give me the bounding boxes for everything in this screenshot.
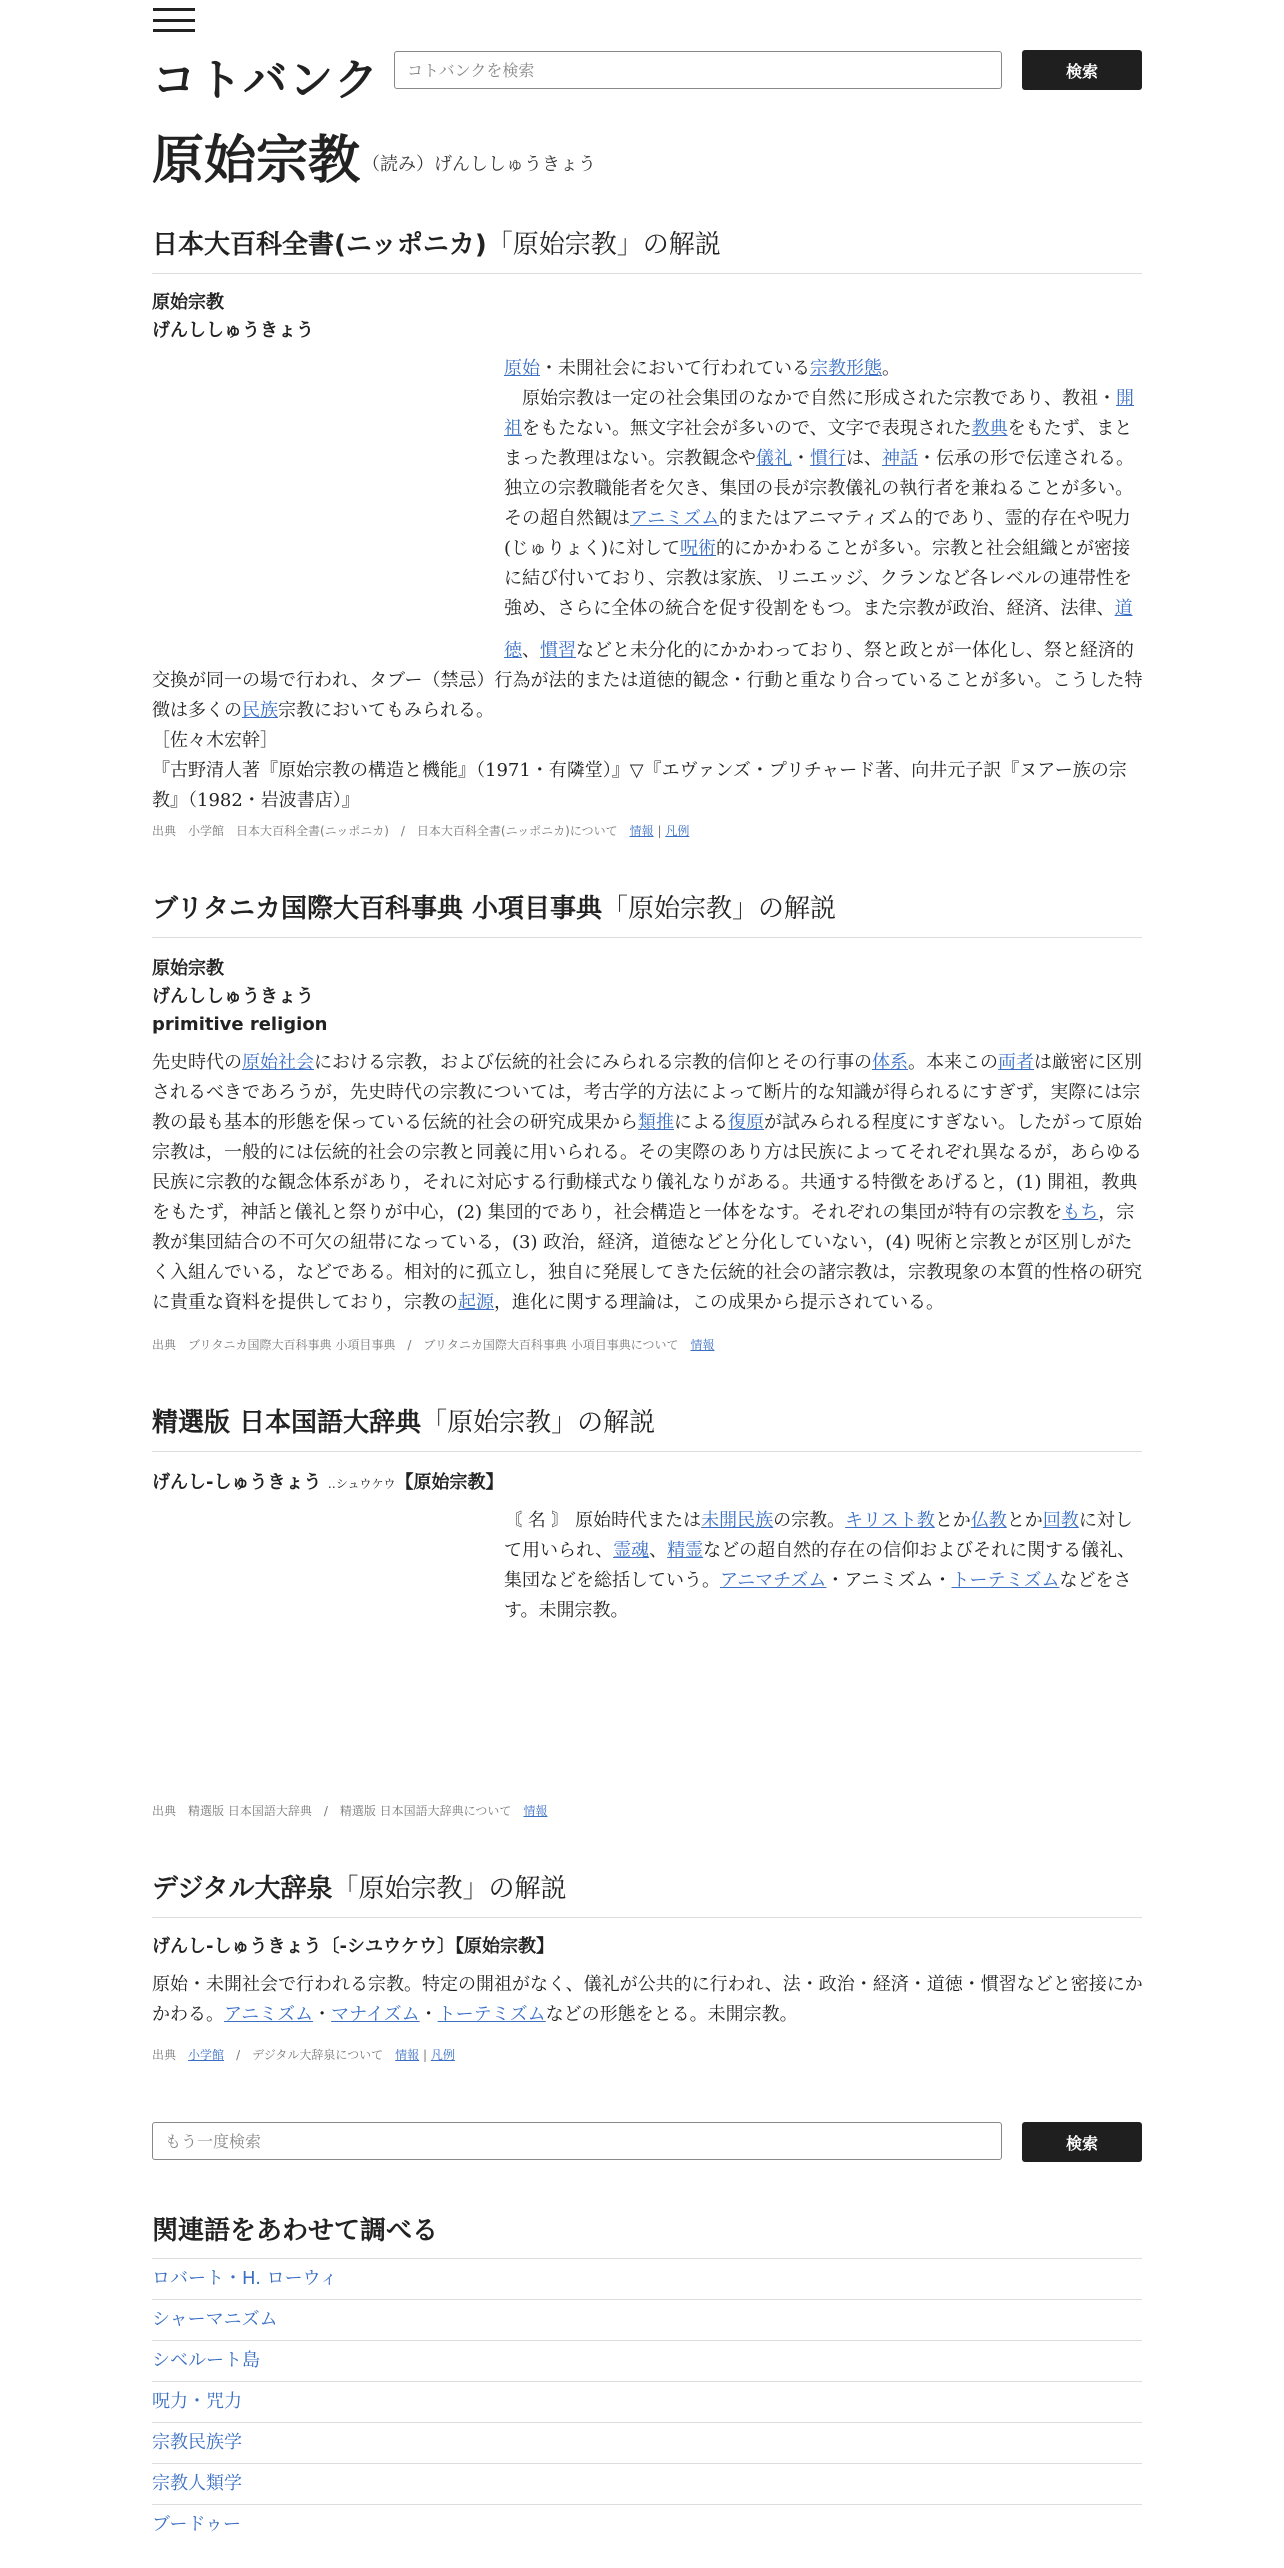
link-宗教形態[interactable]: 宗教形態 xyxy=(810,358,882,379)
section-heading-nikkoku: 精選版 日本国語大辞典「原始宗教」の解説 xyxy=(152,1402,1142,1452)
related-term-link[interactable]: ブードゥー xyxy=(152,2504,1142,2545)
article-body-nipponica-right: 原始・未開社会において行われている宗教形態。 原始宗教は一定の社会集団のなかで自然に形成された宗教であり、教祖・開祖をもたない。無文字社会が多いので、文字で表現された教典をもたず、まとまった教理はない。宗教観念や儀礼・慣行は、神話・伝承の形で伝達される。独立の宗教職能者を欠き、集団の長が宗教儀礼の執行者を兼ねることが多い。その超自然観はアニミズム的またはアニマティズム的であり、霊的存在や呪力(じゅりょく)に対して呪術的にかかわることが多い。宗教と社会組織とが密接に結び付いており、宗教は家族、リニエッジ、クランなど各レベルの連帯性を強め、さらに全体の統合を促す役割をもつ。また宗教が政治、経済、法律、道 xyxy=(504,358,1134,619)
author: ［佐々木宏幹］ xyxy=(152,730,278,751)
info-link[interactable]: 情報 xyxy=(395,2048,420,2062)
source-daijisen: 出典 小学館 / デジタル大辞泉について 情報 | 凡例 xyxy=(152,2048,455,2062)
related-terms-list xyxy=(152,2258,1142,2545)
link-原始社会[interactable]: 原始社会 xyxy=(242,1052,314,1073)
headword-english: primitive religion xyxy=(152,1014,328,1035)
link-アニマチズム[interactable]: アニマチズム xyxy=(720,1570,827,1591)
source-nipponica: 出典 小学館 日本大百科全書(ニッポニカ) / 日本大百科全書(ニッポニカ)について 情報 | 凡例 xyxy=(152,824,690,838)
link-トーテミズム[interactable]: トーテミズム xyxy=(951,1570,1060,1591)
link-トーテミズム-2[interactable]: トーテミズム xyxy=(437,2004,546,2025)
related-term-link[interactable]: 呪力・咒力 xyxy=(152,2381,1142,2422)
related-term-link[interactable]: 宗教民族学 xyxy=(152,2422,1142,2463)
article-body-nikkoku: 〘 名 〙 原始時代または未開民族の宗教。キリスト教とか仏教とか回教に対して用いられ、霊魂、精霊などの超自然的存在の信仰およびそれに関する儀礼、集団などを総括していう。アニマチズム・アニミズム・トーテミズムなどをさす。未開宗教。 xyxy=(504,1510,1136,1621)
page-title: 原始宗教 xyxy=(152,131,361,191)
headword: 原始宗教 xyxy=(152,292,224,313)
link-もち[interactable]: もち xyxy=(1062,1202,1099,1223)
link-仏教[interactable]: 仏教 xyxy=(970,1510,1007,1531)
related-term-link[interactable]: シベルート島 xyxy=(152,2340,1142,2381)
headword: げんし‐しゅうきょう〔‐シユウケウ〕【原始宗教】 xyxy=(152,1936,554,1957)
info-link[interactable]: 情報 xyxy=(523,1804,548,1818)
article-body-britannica: 先史時代の原始社会における宗教，および伝統的社会にみられる宗教的信仰とその行事の体系。本来この両者は厳密に区別されるべきであろうが，先史時代の宗教については，考古学的方法によって断片的な知識が得られるにすぎず，実際には宗教の最も基本的形態を保っている伝統的社会の研究成果から類推による復原が試みられる程度にすぎない。したがって原始宗教は，一般的には伝統的社会の宗教と同義に用いられる。その実際のあり方は民族によってそれぞれ異なるが，あらゆる民族に宗教的な観念体系があり，それに対応する行動様式なり儀礼なりがある。共通する特徴をあげると，(1) 開祖，教典をもたず，神話と儀礼と祭りが中心，(2) 集団的であり，社会構造と一体をなす。それぞれの集団が特有の宗教をもち，宗教が集団結合の不可欠の紐帯になっている，(3) 政治，経済，道徳などと分化していない，(4) 呪術と宗教とが区別しがたく入組んでいる，などである。相対的に孤立し，独自に発展してきた伝統的社会の諸宗教は，宗教現象の本質的性格の研究に貴重な資料を提供しており，宗教の起源，進化に関する理論は，この成果から提示されている。 xyxy=(152,1052,1142,1313)
publisher-link[interactable]: 小学館 xyxy=(188,2048,225,2062)
headword-reading: げんししゅうきょう xyxy=(152,320,314,341)
link-体系[interactable]: 体系 xyxy=(872,1052,908,1073)
search-input[interactable] xyxy=(394,51,1002,89)
headword-reading: げんししゅうきょう xyxy=(152,986,314,1007)
article-body-daijisen: 原始・未開社会で行われる宗教。特定の開祖がなく、儀礼が公共的に行われ、法・政治・経済・道徳・慣習などと密接にかかわる。アニミズム・マナイズム・トーテミズムなどの形態をとる。未開宗教。 xyxy=(152,1974,1143,2025)
link-慣習[interactable]: 慣習 xyxy=(540,640,576,661)
references: 『古野清人著『原始宗教の構造と機能』（1971・有隣堂）』▽『エヴァンズ・プリチャード著、向井元子訳『ヌアー族の宗教』（1982・岩波書店）』 xyxy=(152,760,1127,811)
link-神話[interactable]: 神話 xyxy=(882,448,918,469)
link-未開民族[interactable]: 未開民族 xyxy=(701,1510,774,1531)
link-復原[interactable]: 復原 xyxy=(728,1112,764,1133)
section-heading-nipponica: 日本大百科全書(ニッポニカ)「原始宗教」の解説 xyxy=(152,224,1142,274)
related-term-link[interactable]: シャーマニズム xyxy=(152,2299,1142,2340)
link-マナイズム[interactable]: マナイズム xyxy=(331,2004,420,2025)
page-reading: （読み）げんししゅうきょう xyxy=(362,154,596,175)
link-道徳-2[interactable]: 徳 xyxy=(504,640,522,661)
link-民族[interactable]: 民族 xyxy=(242,700,278,721)
headword: 原始宗教 xyxy=(152,958,224,979)
link-キリスト教[interactable]: キリスト教 xyxy=(845,1510,935,1531)
link-開祖[interactable]: 開祖 xyxy=(504,388,1134,439)
link-教典[interactable]: 教典 xyxy=(971,418,1008,439)
source-britannica: 出典 ブリタニカ国際大百科事典 小項目事典 / ブリタニカ国際大百科事典 小項目事典について 情報 xyxy=(152,1338,715,1352)
legend-link[interactable]: 凡例 xyxy=(430,2048,455,2062)
link-回教[interactable]: 回教 xyxy=(1042,1510,1079,1531)
related-terms-title: 関連語をあわせて調べる xyxy=(152,2216,439,2246)
link-アニミズム[interactable]: アニミズム xyxy=(630,508,720,529)
link-道徳[interactable]: 道 xyxy=(1114,598,1133,619)
link-両者[interactable]: 両者 xyxy=(998,1052,1034,1073)
info-link[interactable]: 情報 xyxy=(690,1338,715,1352)
link-呪術[interactable]: 呪術 xyxy=(680,538,717,559)
link-類推[interactable]: 類推 xyxy=(638,1112,674,1133)
link-霊魂[interactable]: 霊魂 xyxy=(613,1540,650,1561)
link-精霊[interactable]: 精霊 xyxy=(667,1540,704,1561)
site-logo[interactable]: コトバンク xyxy=(152,55,381,106)
search-again-input[interactable] xyxy=(152,2122,1002,2160)
section-heading-britannica: ブリタニカ国際大百科事典 小項目事典「原始宗教」の解説 xyxy=(152,888,1142,938)
search-button[interactable]: 検索 xyxy=(1022,50,1142,90)
section-heading-daijisen: デジタル大辞泉「原始宗教」の解説 xyxy=(152,1868,1142,1918)
related-term-link[interactable]: ロバート・H. ローウィ xyxy=(152,2258,1142,2299)
link-慣行[interactable]: 慣行 xyxy=(810,448,846,469)
info-link[interactable]: 情報 xyxy=(629,824,654,838)
headword: げんし‐しゅうきょう ‥シュウケウ【原始宗教】 xyxy=(152,1472,504,1493)
link-原始[interactable]: 原始 xyxy=(504,358,540,379)
hamburger-menu-icon[interactable] xyxy=(153,8,195,32)
article-body-nipponica-full: 徳、慣習などと未分化的にかかわっており、祭と政とが一体化し、祭と経済的 交換が同一の場で行われ、タブー（禁忌）行為が法的または道徳的観念・行動と重なり合っていることが多い。こうした特徴は多くの民族宗教においてもみられる。 ［佐々木宏幹］ 『古野清人著『原始宗教の構造と機能』（1971・有隣堂）』▽『エヴァンズ・プリチャード著、向井元子訳『ヌアー族の宗教』（1982・岩波書店）』 xyxy=(152,636,1144,816)
related-term-link[interactable]: 宗教人類学 xyxy=(152,2463,1142,2504)
link-起源[interactable]: 起源 xyxy=(458,1292,494,1313)
search-again-button[interactable]: 検索 xyxy=(1022,2122,1142,2162)
legend-link[interactable]: 凡例 xyxy=(665,824,690,838)
link-儀礼[interactable]: 儀礼 xyxy=(756,448,792,469)
source-nikkoku: 出典 精選版 日本国語大辞典 / 精選版 日本国語大辞典について 情報 xyxy=(152,1804,548,1818)
link-アニミズム-2[interactable]: アニミズム xyxy=(224,2004,314,2025)
